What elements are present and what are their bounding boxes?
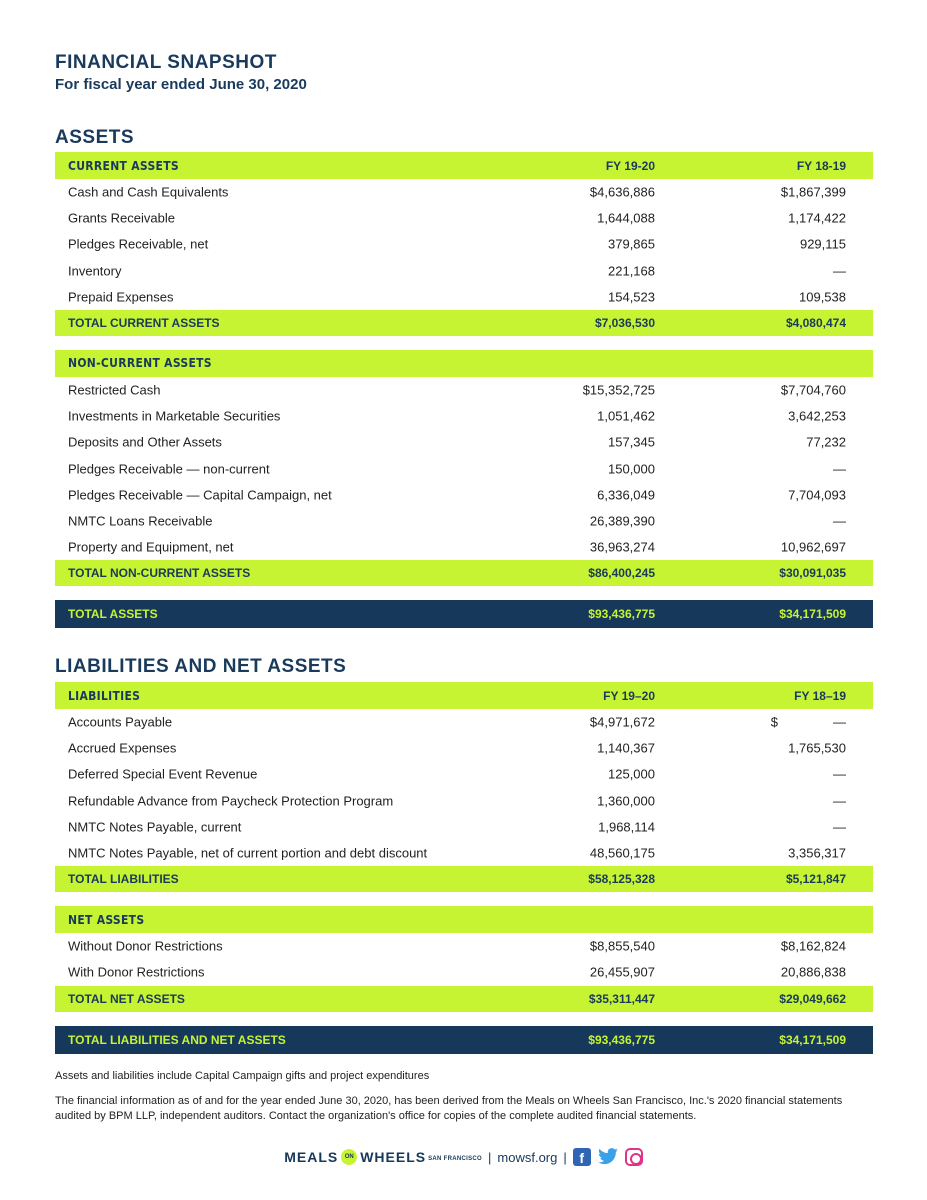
current-asset-row: [55, 284, 873, 310]
row-label: Investments in Marketable Securities: [68, 408, 281, 424]
footer-separator: |: [563, 1149, 567, 1165]
value-fy1920: 1,968,114: [598, 819, 655, 835]
footnote-capital-campaign: Assets and liabilities include Capital Campaign gifts and project expenditures: [55, 1070, 430, 1082]
value-fy1920: 125,000: [608, 766, 655, 782]
value-fy1819: 929,115: [799, 236, 846, 252]
column-header-fy1920: FY 19–20: [603, 688, 655, 703]
section-label: LIABILITIES: [68, 688, 141, 703]
value-fy1920: 157,345: [608, 434, 655, 450]
value-fy1819: 3,642,253: [788, 408, 846, 424]
net-asset-row: [55, 933, 873, 959]
total-liabilities-net-assets-row: [55, 1026, 873, 1054]
row-label: Accrued Expenses: [68, 740, 177, 756]
row-label: Accounts Payable: [68, 714, 173, 730]
value-fy1920: 26,389,390: [589, 513, 655, 529]
noncurrent-asset-row: [55, 508, 873, 534]
total-fy1819: $4,080,474: [785, 315, 846, 330]
noncurrent-asset-row: [55, 403, 873, 429]
total-noncurrent-assets-row: [55, 560, 873, 586]
grand-total-fy1819: $34,171,509: [779, 607, 846, 622]
column-header-fy1920: FY 19-20: [605, 158, 655, 173]
page-title: FINANCIAL SNAPSHOT: [55, 52, 277, 73]
noncurrent-asset-row: [55, 534, 873, 560]
value-fy1920: 1,360,000: [597, 793, 655, 809]
value-fy1819: 3,356,317: [788, 845, 846, 861]
row-label: Without Donor Restrictions: [68, 938, 223, 954]
website-link[interactable]: mowsf.org: [497, 1149, 558, 1165]
current-asset-row: [55, 179, 873, 205]
total-fy1819: $29,049,662: [779, 991, 846, 1006]
row-label: With Donor Restrictions: [68, 964, 205, 980]
grand-total-label: TOTAL ASSETS: [68, 607, 158, 622]
row-label: Prepaid Expenses: [68, 289, 174, 305]
value-fy1920: 26,455,907: [589, 964, 655, 980]
net-assets-header: [55, 906, 873, 933]
logo-word-wheels: WHEELS: [360, 1149, 427, 1165]
net-asset-row: [55, 959, 873, 985]
current-assets-header: [55, 152, 873, 179]
liabilities-heading: LIABILITIES AND NET ASSETS: [55, 656, 347, 677]
value-fy1819: 77,232: [806, 434, 846, 450]
value-fy1920: 221,168: [608, 263, 655, 279]
row-label: Restricted Cash: [68, 382, 161, 398]
row-label: NMTC Notes Payable, net of current portion and debt discount: [68, 845, 428, 861]
total-label: TOTAL NET ASSETS: [68, 991, 185, 1006]
total-fy1920: $7,036,530: [594, 315, 655, 330]
value-fy1920: 1,140,367: [597, 740, 655, 756]
row-label: Grants Receivable: [68, 210, 175, 226]
value-fy1819: 1,765,530: [788, 740, 846, 756]
value-fy1819: 7,704,093: [788, 487, 846, 503]
total-assets-row: [55, 600, 873, 628]
section-label: NON-CURRENT ASSETS: [68, 356, 212, 371]
noncurrent-asset-row: [55, 429, 873, 455]
row-label: Pledges Receivable — non-current: [68, 461, 270, 477]
twitter-icon[interactable]: [597, 1148, 619, 1166]
logo-san-francisco: SAN FRANCISCO: [428, 1156, 483, 1162]
value-fy1819: —: [833, 263, 846, 279]
value-fy1819: —: [833, 766, 846, 782]
grand-total-fy1819: $34,171,509: [779, 1032, 846, 1047]
value-fy1819: —: [833, 714, 846, 730]
value-fy1819: —: [833, 819, 846, 835]
facebook-icon[interactable]: f: [573, 1148, 591, 1166]
total-fy1920: $35,311,447: [588, 991, 655, 1006]
column-header-fy1819: FY 18-19: [796, 158, 846, 173]
noncurrent-assets-header: [55, 350, 873, 377]
row-label: Cash and Cash Equivalents: [68, 184, 229, 200]
row-label: NMTC Loans Receivable: [68, 513, 213, 529]
total-fy1819: $5,121,847: [785, 872, 846, 887]
total-label: TOTAL CURRENT ASSETS: [68, 315, 220, 330]
total-fy1920: $58,125,328: [588, 872, 655, 887]
value-fy1819: $7,704,760: [780, 382, 846, 398]
current-asset-row: [55, 231, 873, 257]
liability-row: [55, 814, 873, 840]
current-asset-row: [55, 258, 873, 284]
row-label: Deferred Special Event Revenue: [68, 766, 258, 782]
value-fy1920: 1,644,088: [597, 210, 655, 226]
value-fy1819: —: [833, 513, 846, 529]
grand-total-fy1920: $93,436,775: [588, 1032, 655, 1047]
liability-row: [55, 840, 873, 866]
value-fy1920: 48,560,175: [589, 845, 655, 861]
row-label: Refundable Advance from Paycheck Protection Program: [68, 793, 394, 809]
value-fy1920: 6,336,049: [597, 487, 655, 503]
value-fy1819: 1,174,422: [788, 210, 846, 226]
footer-separator: |: [488, 1149, 492, 1165]
value-fy1819: 10,962,697: [780, 539, 846, 555]
liabilities-table: [55, 682, 873, 1054]
value-fy1819: —: [833, 793, 846, 809]
value-fy1920: $4,636,886: [589, 184, 655, 200]
value-fy1819: 109,538: [799, 289, 846, 305]
logo-on-badge: ON: [341, 1149, 357, 1165]
liability-row: [55, 788, 873, 814]
currency-symbol: $: [770, 714, 778, 730]
noncurrent-asset-row: [55, 482, 873, 508]
value-fy1920: 150,000: [608, 461, 655, 477]
value-fy1819: —: [833, 461, 846, 477]
current-asset-row: [55, 205, 873, 231]
footer: [0, 1145, 927, 1169]
noncurrent-asset-row: [55, 377, 873, 403]
value-fy1920: 1,051,462: [597, 408, 655, 424]
total-fy1920: $86,400,245: [588, 566, 655, 581]
row-label: Inventory: [68, 263, 122, 279]
value-fy1819: $1,867,399: [780, 184, 846, 200]
total-liabilities-row: [55, 866, 873, 892]
liability-row: [55, 709, 873, 735]
column-header-fy1819: FY 18–19: [794, 688, 846, 703]
assets-table: [55, 152, 873, 628]
value-fy1819: 20,886,838: [780, 964, 846, 980]
section-label: NET ASSETS: [68, 912, 145, 927]
meals-on-wheels-logo: [284, 1149, 482, 1165]
liability-row: [55, 761, 873, 787]
row-label: Pledges Receivable, net: [68, 236, 209, 252]
grand-total-label: TOTAL LIABILITIES AND NET ASSETS: [68, 1032, 286, 1047]
total-label: TOTAL NON-CURRENT ASSETS: [68, 566, 251, 581]
total-fy1819: $30,091,035: [779, 566, 846, 581]
liabilities-header: [55, 682, 873, 709]
page-subtitle: For fiscal year ended June 30, 2020: [55, 76, 307, 93]
value-fy1920: $15,352,725: [582, 382, 655, 398]
value-fy1920: 36,963,274: [589, 539, 655, 555]
row-label: NMTC Notes Payable, current: [68, 819, 242, 835]
footnote-audit: The financial information as of and for the year ended June 30, 2020, has been derived from the Meals on Wheels San Francisco, Inc.'s 2020 financial statements audited by BPM LLP, independent auditors. Contact the organization's office for copies of the complete audited financial statements.: [55, 1095, 843, 1122]
instagram-icon[interactable]: [625, 1148, 643, 1166]
total-net-assets-row: [55, 986, 873, 1012]
logo-word-meals: MEALS: [284, 1149, 339, 1165]
value-fy1920: $4,971,672: [589, 714, 655, 730]
section-label: CURRENT ASSETS: [68, 158, 179, 173]
noncurrent-asset-row: [55, 456, 873, 482]
assets-heading: ASSETS: [55, 127, 135, 148]
grand-total-fy1920: $93,436,775: [588, 607, 655, 622]
value-fy1920: 379,865: [608, 236, 655, 252]
total-label: TOTAL LIABILITIES: [68, 872, 179, 887]
row-label: Deposits and Other Assets: [68, 434, 222, 450]
value-fy1920: $8,855,540: [589, 938, 655, 954]
value-fy1920: 154,523: [608, 289, 655, 305]
row-label: Pledges Receivable — Capital Campaign, net: [68, 487, 332, 503]
total-current-assets-row: [55, 310, 873, 336]
liability-row: [55, 735, 873, 761]
row-label: Property and Equipment, net: [68, 539, 234, 555]
value-fy1819: $8,162,824: [780, 938, 846, 954]
